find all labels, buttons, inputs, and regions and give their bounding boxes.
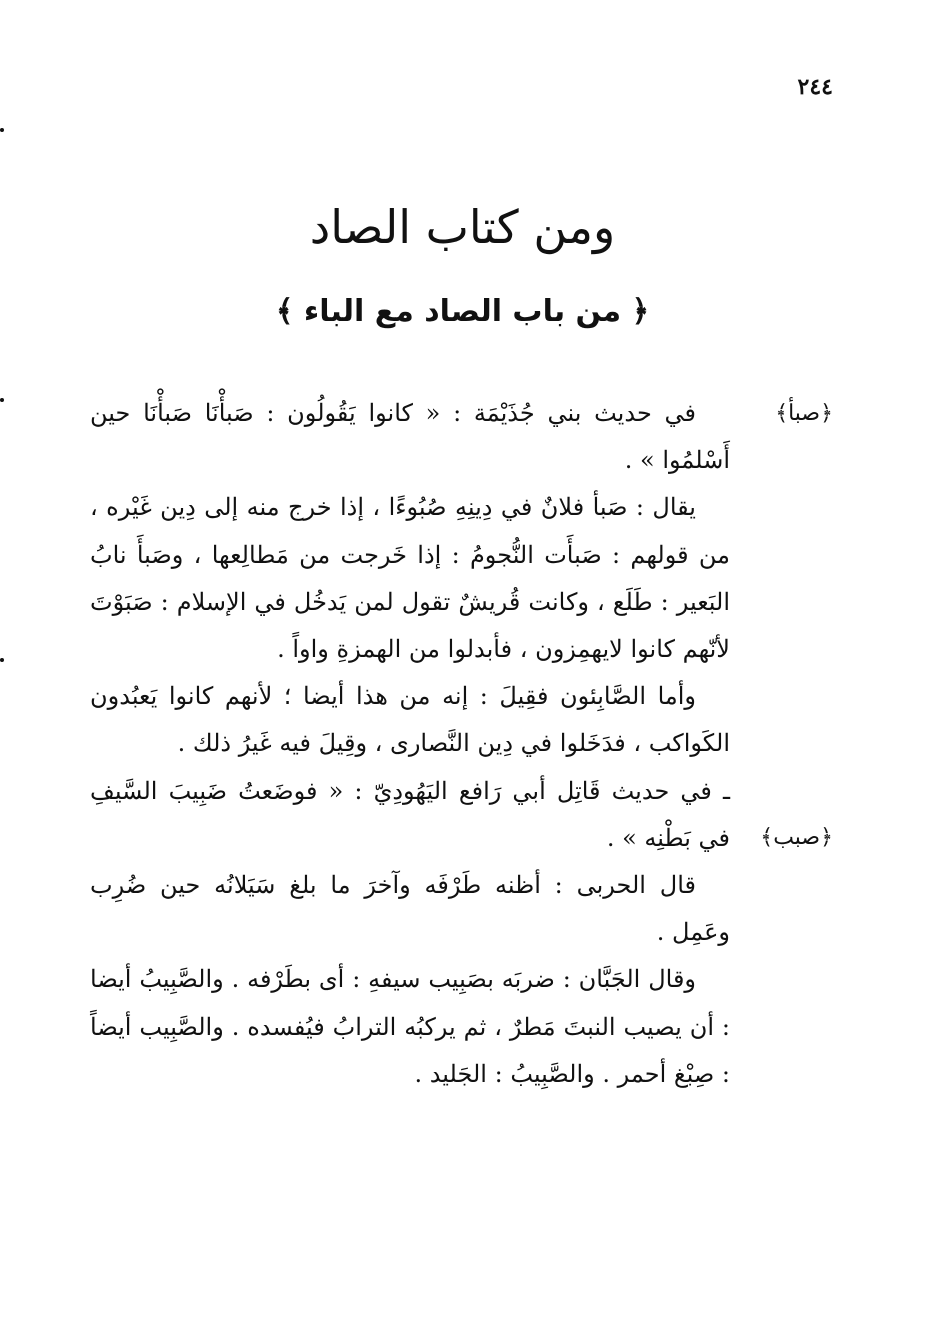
paragraph: وقال الجَبَّان : ضربَه بصَبِيب سيفهِ : أى بطَرْفه . والصَّبِيبُ أيضا : أن يصيب النبتَ مَطرٌ ، ثم يركبُه الترابُ فيُفسده . والصَّبِيب أيضاً : صِبْغ أحمر . والصَّبِيبُ : الجَليد . <box>90 965 730 1088</box>
chapter-title: ومن كتاب الصاد <box>309 200 616 254</box>
margin-mark <box>0 658 4 662</box>
section-title: ﴿ من باب الصاد مع الباء ﴾ <box>275 294 650 329</box>
margin-mark <box>0 128 4 132</box>
paragraph: في حديث بني جُذَيْمَة : « كانوا يَقُولُون : صَبأْنَا صَبأْنَا حين أَسْلمُوا » . <box>90 399 730 475</box>
entry-headword-sabab: ﴿صبب﴾ <box>760 825 833 850</box>
page-number: ٢٤٤ <box>797 74 833 100</box>
paragraph: ـ في حديث قَاتِل أبي رَافع اليَهُودِيّ : « فوضَعتُ ضَبِيبَ السَّيفِ في بَطْنِه » . <box>90 776 730 852</box>
paragraph: يقال : صَبأ فلانٌ في دِينِهِ صُبُوءًا ، إذا خرج منه إلى دِين غَيْره ، من قولهم : صَبأَت النُّجومُ : إذا خَرجت من مَطالِعها ، وصَبأَ نابُ البَعير : طَلَع ، وكانت قُريشٌ تقول لمن يَدخُل في الإسلام : صَبَوْتَ لأنّهم كانوا لايهمِزون ، فأبدلوا من الهمزةِ واواً . <box>90 493 730 664</box>
paragraph: وأما الصَّابِئون فقِيلَ : إنه من هذا أيضا ؛ لأنهم كانوا يَعبُدون الكَواكب ، فدَخَلوا في دِين النَّصارى ، وقِيلَ فيه غَيرُ ذلك . <box>90 682 730 758</box>
margin-mark <box>0 398 4 402</box>
paragraph: قال الحربى : أظنه طَرْفَه وآخرَ ما بلغ سَيَلانُه حين ضُرِب وعَمِل . <box>90 871 730 947</box>
entry-headword-saba: ﴿صبأ﴾ <box>775 401 833 426</box>
main-text <box>90 390 730 1098</box>
